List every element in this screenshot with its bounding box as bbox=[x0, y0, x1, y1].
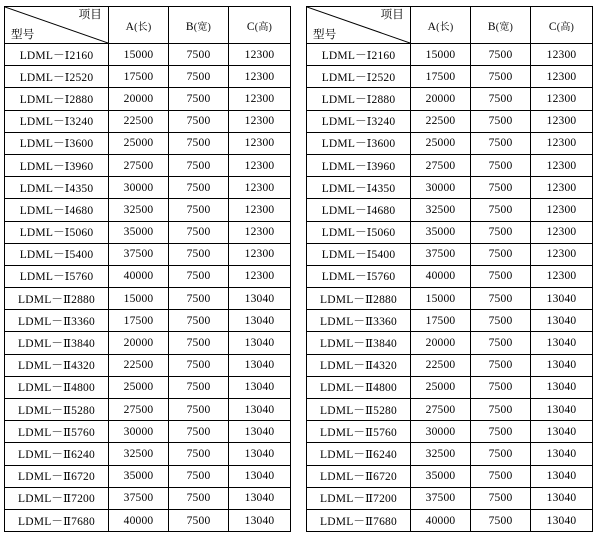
cell-c: 13040 bbox=[229, 354, 291, 376]
cell-a: 17500 bbox=[411, 310, 471, 332]
cell-b: 7500 bbox=[471, 310, 531, 332]
table-row bbox=[5, 465, 291, 487]
header-col-b bbox=[169, 7, 229, 44]
cell-model: LDML－Ⅰ2160 bbox=[307, 44, 411, 66]
cell-c: 12300 bbox=[531, 243, 593, 265]
cell-c: 12300 bbox=[229, 221, 291, 243]
cell-model: LDML－Ⅱ6720 bbox=[5, 465, 109, 487]
cell-model: LDML－Ⅰ3600 bbox=[5, 132, 109, 154]
cell-model: LDML－Ⅱ2880 bbox=[5, 288, 109, 310]
cell-c: 12300 bbox=[531, 110, 593, 132]
cell-b: 7500 bbox=[471, 421, 531, 443]
cell-a: 22500 bbox=[109, 110, 169, 132]
cell-a: 27500 bbox=[109, 399, 169, 421]
cell-a: 27500 bbox=[411, 154, 471, 176]
header-model-item-split bbox=[5, 7, 109, 44]
cell-c: 12300 bbox=[229, 44, 291, 66]
header-col-a bbox=[109, 7, 169, 44]
cell-a: 22500 bbox=[109, 354, 169, 376]
header-model-label: 型号 bbox=[11, 29, 35, 41]
spec-table-left-body bbox=[5, 44, 291, 532]
cell-a: 20000 bbox=[411, 88, 471, 110]
cell-a: 25000 bbox=[411, 376, 471, 398]
header-col-b bbox=[471, 7, 531, 44]
cell-b: 7500 bbox=[471, 332, 531, 354]
cell-c: 13040 bbox=[531, 421, 593, 443]
cell-b: 7500 bbox=[169, 66, 229, 88]
cell-c: 13040 bbox=[531, 354, 593, 376]
table-row bbox=[307, 243, 593, 265]
cell-c: 13040 bbox=[531, 332, 593, 354]
spec-table-right-body bbox=[307, 44, 593, 532]
cell-a: 17500 bbox=[109, 66, 169, 88]
table-row bbox=[5, 487, 291, 509]
cell-c: 12300 bbox=[531, 199, 593, 221]
table-row bbox=[5, 509, 291, 531]
cell-c: 13040 bbox=[229, 487, 291, 509]
cell-model: LDML－Ⅱ2880 bbox=[307, 288, 411, 310]
cell-c: 13040 bbox=[531, 310, 593, 332]
cell-c: 13040 bbox=[229, 376, 291, 398]
header-col-c-sub: (高) bbox=[556, 21, 575, 33]
table-row bbox=[5, 265, 291, 287]
table-row bbox=[307, 465, 593, 487]
cell-model: LDML－Ⅰ5060 bbox=[5, 221, 109, 243]
cell-c: 12300 bbox=[531, 154, 593, 176]
cell-b: 7500 bbox=[169, 177, 229, 199]
cell-a: 15000 bbox=[411, 288, 471, 310]
cell-model: LDML－Ⅰ2520 bbox=[5, 66, 109, 88]
spec-table-left-wrap bbox=[4, 6, 294, 531]
table-row bbox=[307, 399, 593, 421]
cell-c: 13040 bbox=[229, 288, 291, 310]
cell-b: 7500 bbox=[169, 310, 229, 332]
cell-b: 7500 bbox=[471, 399, 531, 421]
cell-a: 40000 bbox=[109, 265, 169, 287]
cell-c: 13040 bbox=[229, 399, 291, 421]
cell-model: LDML－Ⅱ5760 bbox=[307, 421, 411, 443]
table-row bbox=[307, 88, 593, 110]
table-row bbox=[5, 332, 291, 354]
cell-a: 20000 bbox=[109, 88, 169, 110]
cell-model: LDML－Ⅰ3600 bbox=[307, 132, 411, 154]
cell-c: 13040 bbox=[531, 465, 593, 487]
cell-c: 12300 bbox=[531, 66, 593, 88]
header-col-b-sub: (宽) bbox=[495, 21, 514, 33]
cell-model: LDML－Ⅰ4350 bbox=[307, 177, 411, 199]
table-row bbox=[307, 154, 593, 176]
cell-c: 13040 bbox=[229, 443, 291, 465]
cell-model: LDML－Ⅱ3360 bbox=[5, 310, 109, 332]
cell-c: 12300 bbox=[229, 88, 291, 110]
cell-model: LDML－Ⅱ4800 bbox=[5, 376, 109, 398]
header-col-a-sub: (长) bbox=[134, 21, 152, 33]
header-col-c bbox=[531, 7, 593, 44]
cell-b: 7500 bbox=[471, 443, 531, 465]
cell-b: 7500 bbox=[471, 221, 531, 243]
cell-c: 12300 bbox=[531, 265, 593, 287]
cell-a: 25000 bbox=[109, 132, 169, 154]
cell-c: 13040 bbox=[531, 487, 593, 509]
table-row bbox=[5, 399, 291, 421]
cell-a: 27500 bbox=[411, 399, 471, 421]
cell-c: 13040 bbox=[531, 288, 593, 310]
cell-c: 12300 bbox=[229, 132, 291, 154]
cell-c: 13040 bbox=[229, 332, 291, 354]
cell-model: LDML－Ⅱ4320 bbox=[307, 354, 411, 376]
cell-a: 32500 bbox=[109, 443, 169, 465]
cell-b: 7500 bbox=[471, 199, 531, 221]
table-row bbox=[307, 66, 593, 88]
cell-model: LDML－Ⅱ6240 bbox=[307, 443, 411, 465]
cell-a: 40000 bbox=[411, 265, 471, 287]
cell-c: 12300 bbox=[229, 177, 291, 199]
cell-model: LDML－Ⅰ2160 bbox=[5, 44, 109, 66]
header-col-a-main: A bbox=[125, 20, 135, 33]
cell-b: 7500 bbox=[169, 110, 229, 132]
header-col-a-main: A bbox=[427, 20, 437, 33]
header-model-item-split bbox=[307, 7, 411, 44]
cell-b: 7500 bbox=[471, 487, 531, 509]
cell-model: LDML－Ⅱ6240 bbox=[5, 443, 109, 465]
cell-a: 30000 bbox=[109, 177, 169, 199]
cell-model: LDML－Ⅱ4800 bbox=[307, 376, 411, 398]
cell-a: 17500 bbox=[109, 310, 169, 332]
cell-model: LDML－Ⅱ3840 bbox=[307, 332, 411, 354]
cell-b: 7500 bbox=[471, 110, 531, 132]
cell-b: 7500 bbox=[169, 443, 229, 465]
cell-b: 7500 bbox=[169, 332, 229, 354]
table-row bbox=[307, 110, 593, 132]
cell-b: 7500 bbox=[169, 243, 229, 265]
table-row bbox=[307, 44, 593, 66]
cell-c: 12300 bbox=[229, 243, 291, 265]
cell-b: 7500 bbox=[169, 421, 229, 443]
cell-b: 7500 bbox=[169, 399, 229, 421]
header-item-label: 项目 bbox=[380, 9, 404, 21]
cell-c: 12300 bbox=[531, 44, 593, 66]
cell-model: LDML－Ⅰ5760 bbox=[307, 265, 411, 287]
cell-b: 7500 bbox=[169, 154, 229, 176]
table-row bbox=[5, 443, 291, 465]
table-row bbox=[5, 421, 291, 443]
header-col-c bbox=[229, 7, 291, 44]
cell-model: LDML－Ⅰ2880 bbox=[307, 88, 411, 110]
cell-b: 7500 bbox=[471, 243, 531, 265]
table-row bbox=[307, 221, 593, 243]
cell-model: LDML－Ⅰ4680 bbox=[5, 199, 109, 221]
table-row bbox=[5, 154, 291, 176]
cell-model: LDML－Ⅱ5280 bbox=[5, 399, 109, 421]
cell-c: 12300 bbox=[531, 221, 593, 243]
table-row bbox=[5, 44, 291, 66]
cell-a: 35000 bbox=[109, 465, 169, 487]
cell-c: 13040 bbox=[531, 399, 593, 421]
cell-b: 7500 bbox=[471, 376, 531, 398]
cell-b: 7500 bbox=[169, 288, 229, 310]
table-row bbox=[307, 509, 593, 531]
cell-model: LDML－Ⅱ6720 bbox=[307, 465, 411, 487]
table-row bbox=[5, 288, 291, 310]
cell-model: LDML－Ⅰ5760 bbox=[5, 265, 109, 287]
cell-a: 37500 bbox=[109, 243, 169, 265]
cell-b: 7500 bbox=[471, 132, 531, 154]
table-row bbox=[307, 265, 593, 287]
header-col-b-sub: (宽) bbox=[193, 21, 212, 33]
cell-model: LDML－Ⅰ4350 bbox=[5, 177, 109, 199]
cell-b: 7500 bbox=[471, 465, 531, 487]
cell-b: 7500 bbox=[471, 154, 531, 176]
cell-a: 37500 bbox=[109, 487, 169, 509]
header-col-a-sub: (长) bbox=[436, 21, 454, 33]
cell-b: 7500 bbox=[169, 487, 229, 509]
cell-model: LDML－Ⅱ7680 bbox=[5, 509, 109, 531]
cell-a: 15000 bbox=[109, 44, 169, 66]
cell-c: 12300 bbox=[531, 88, 593, 110]
header-col-c-sub: (高) bbox=[254, 21, 273, 33]
cell-model: LDML－Ⅰ3240 bbox=[307, 110, 411, 132]
cell-a: 30000 bbox=[411, 177, 471, 199]
cell-model: LDML－Ⅰ2520 bbox=[307, 66, 411, 88]
cell-a: 30000 bbox=[109, 421, 169, 443]
cell-b: 7500 bbox=[169, 221, 229, 243]
cell-b: 7500 bbox=[471, 177, 531, 199]
cell-b: 7500 bbox=[471, 66, 531, 88]
table-row bbox=[5, 66, 291, 88]
cell-a: 37500 bbox=[411, 487, 471, 509]
table-row bbox=[307, 443, 593, 465]
table-row bbox=[5, 199, 291, 221]
cell-a: 32500 bbox=[411, 443, 471, 465]
cell-b: 7500 bbox=[471, 509, 531, 531]
header-col-a bbox=[411, 7, 471, 44]
cell-a: 15000 bbox=[109, 288, 169, 310]
table-row bbox=[5, 110, 291, 132]
cell-a: 35000 bbox=[109, 221, 169, 243]
cell-c: 12300 bbox=[229, 66, 291, 88]
cell-model: LDML－Ⅰ5400 bbox=[307, 243, 411, 265]
table-row bbox=[5, 221, 291, 243]
table-row bbox=[5, 354, 291, 376]
spec-table-right bbox=[306, 6, 593, 532]
table-row bbox=[5, 310, 291, 332]
cell-c: 13040 bbox=[531, 509, 593, 531]
cell-model: LDML－Ⅱ5760 bbox=[5, 421, 109, 443]
cell-c: 12300 bbox=[229, 154, 291, 176]
cell-b: 7500 bbox=[169, 132, 229, 154]
cell-model: LDML－Ⅱ3360 bbox=[307, 310, 411, 332]
header-model-label: 型号 bbox=[313, 29, 337, 41]
cell-a: 32500 bbox=[109, 199, 169, 221]
cell-a: 25000 bbox=[411, 132, 471, 154]
cell-c: 12300 bbox=[229, 110, 291, 132]
cell-a: 35000 bbox=[411, 465, 471, 487]
spec-table-left bbox=[4, 6, 291, 532]
cell-model: LDML－Ⅱ7200 bbox=[5, 487, 109, 509]
cell-model: LDML－Ⅰ3960 bbox=[307, 154, 411, 176]
table-row bbox=[5, 88, 291, 110]
cell-b: 7500 bbox=[471, 44, 531, 66]
table-row bbox=[307, 177, 593, 199]
cell-model: LDML－Ⅰ3240 bbox=[5, 110, 109, 132]
header-col-c-main: C bbox=[246, 20, 255, 33]
cell-b: 7500 bbox=[471, 288, 531, 310]
cell-c: 13040 bbox=[229, 421, 291, 443]
cell-c: 13040 bbox=[229, 465, 291, 487]
header-col-c-main: C bbox=[548, 20, 557, 33]
table-row bbox=[307, 332, 593, 354]
cell-a: 27500 bbox=[109, 154, 169, 176]
table-row bbox=[307, 288, 593, 310]
table-row bbox=[5, 376, 291, 398]
cell-model: LDML－Ⅱ5280 bbox=[307, 399, 411, 421]
cell-a: 15000 bbox=[411, 44, 471, 66]
table-row bbox=[307, 132, 593, 154]
cell-c: 12300 bbox=[531, 132, 593, 154]
table-row bbox=[307, 421, 593, 443]
cell-a: 22500 bbox=[411, 354, 471, 376]
cell-a: 20000 bbox=[411, 332, 471, 354]
cell-b: 7500 bbox=[169, 88, 229, 110]
table-row bbox=[5, 243, 291, 265]
table-row bbox=[5, 177, 291, 199]
cell-c: 12300 bbox=[531, 177, 593, 199]
cell-a: 22500 bbox=[411, 110, 471, 132]
cell-b: 7500 bbox=[169, 509, 229, 531]
cell-a: 25000 bbox=[109, 376, 169, 398]
cell-b: 7500 bbox=[169, 265, 229, 287]
cell-c: 12300 bbox=[229, 265, 291, 287]
cell-model: LDML－Ⅱ7200 bbox=[307, 487, 411, 509]
cell-model: LDML－Ⅰ5060 bbox=[307, 221, 411, 243]
cell-model: LDML－Ⅱ3840 bbox=[5, 332, 109, 354]
cell-model: LDML－Ⅱ4320 bbox=[5, 354, 109, 376]
cell-b: 7500 bbox=[169, 465, 229, 487]
header-col-b-main: B bbox=[487, 20, 496, 33]
header-item-label: 项目 bbox=[78, 9, 102, 21]
cell-b: 7500 bbox=[471, 354, 531, 376]
cell-c: 12300 bbox=[229, 199, 291, 221]
cell-b: 7500 bbox=[471, 265, 531, 287]
cell-model: LDML－Ⅰ2880 bbox=[5, 88, 109, 110]
cell-a: 40000 bbox=[109, 509, 169, 531]
cell-b: 7500 bbox=[169, 376, 229, 398]
cell-b: 7500 bbox=[169, 199, 229, 221]
cell-c: 13040 bbox=[229, 310, 291, 332]
cell-a: 37500 bbox=[411, 243, 471, 265]
cell-c: 13040 bbox=[229, 509, 291, 531]
cell-a: 17500 bbox=[411, 66, 471, 88]
cell-b: 7500 bbox=[169, 44, 229, 66]
cell-model: LDML－Ⅱ7680 bbox=[307, 509, 411, 531]
table-row bbox=[307, 199, 593, 221]
table-row bbox=[307, 310, 593, 332]
spec-table-right-wrap bbox=[306, 6, 596, 531]
table-header-row bbox=[307, 7, 593, 44]
table-row bbox=[307, 376, 593, 398]
cell-a: 30000 bbox=[411, 421, 471, 443]
table-row bbox=[307, 487, 593, 509]
cell-a: 40000 bbox=[411, 509, 471, 531]
header-col-b-main: B bbox=[185, 20, 194, 33]
table-row bbox=[307, 354, 593, 376]
cell-a: 20000 bbox=[109, 332, 169, 354]
cell-a: 35000 bbox=[411, 221, 471, 243]
cell-c: 13040 bbox=[531, 443, 593, 465]
cell-model: LDML－Ⅰ4680 bbox=[307, 199, 411, 221]
cell-c: 13040 bbox=[531, 376, 593, 398]
cell-b: 7500 bbox=[169, 354, 229, 376]
cell-model: LDML－Ⅰ3960 bbox=[5, 154, 109, 176]
cell-model: LDML－Ⅰ5400 bbox=[5, 243, 109, 265]
table-row bbox=[5, 132, 291, 154]
cell-a: 32500 bbox=[411, 199, 471, 221]
cell-b: 7500 bbox=[471, 88, 531, 110]
table-header-row bbox=[5, 7, 291, 44]
